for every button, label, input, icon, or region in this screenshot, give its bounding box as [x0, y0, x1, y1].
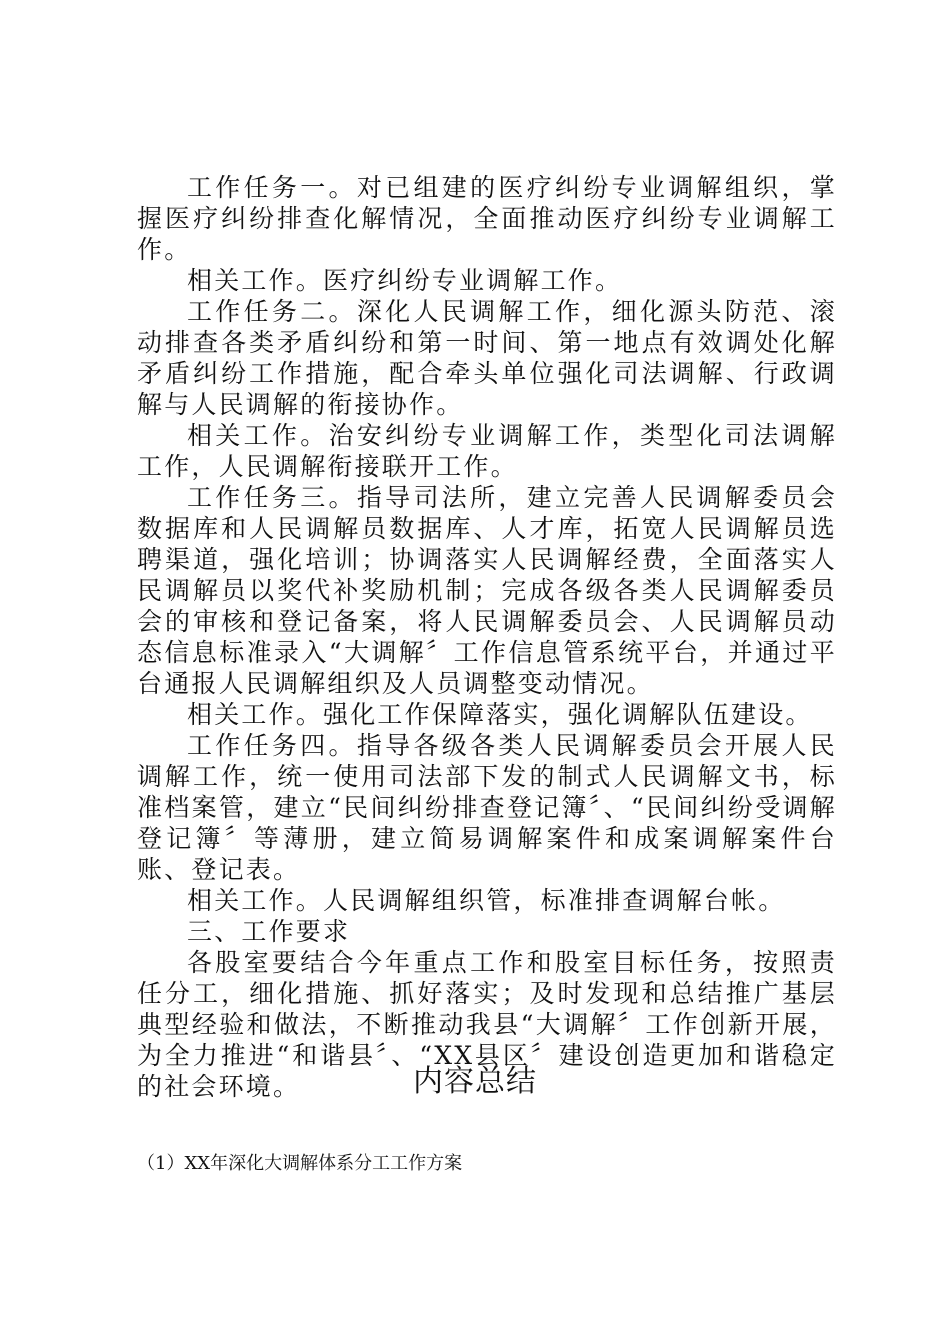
task-four-related-paragraph: 相关工作。人民调解组织管，标准排查调解台帐。 [187, 886, 786, 915]
task-one-related-paragraph: 相关工作。医疗纠纷专业调解工作。 [187, 266, 623, 295]
summary-item: （1）XX年深化大调解体系分工工作方案 [137, 1153, 463, 1174]
summary-title: 内容总结 [413, 1064, 537, 1099]
task-one-paragraph: 工作任务一。对已组建的医疗纠纷专业调解组织，掌握医疗纠纷排查化解情况，全面推动医疗纠纷专业调解工作。 [137, 173, 837, 264]
task-two-related-paragraph: 相关工作。治安纠纷专业调解工作，类型化司法调解工作，人民调解衔接联开工作。 [137, 421, 837, 481]
section-heading-requirements: 三、工作要求 [187, 917, 351, 946]
task-three-related-paragraph: 相关工作。强化工作保障落实，强化调解队伍建设。 [187, 700, 813, 729]
task-two-paragraph: 工作任务二。深化人民调解工作，细化源头防范、滚动排查各类矛盾纠纷和第一时间、第一地点有效调处化解矛盾纠纷工作措施，配合牵头单位强化司法调解、行政调解与人民调解的衔接协作。 [137, 297, 837, 419]
task-four-paragraph: 工作任务四。指导各级各类人民调解委员会开展人民调解工作，统一使用司法部下发的制式人民调解文书，标准档案管，建立“民间纠纷排查登记簿〞、“民间纠纷受调解登记簿〞等薄册，建立简易调解案件和成案调解案件台账、登记表。 [137, 731, 837, 884]
requirements-paragraph: 各股室要结合今年重点工作和股室目标任务，按照责任分工，细化措施、抓好落实；及时发现和总结推广基层典型经验和做法，不断推动我县“大调解〞工作创新开展，为全力推进“和谐县〞、“XX县区〞建设创造更加和谐稳定的社会环境。 [137, 948, 837, 1101]
document-body [137, 172, 837, 1102]
task-three-paragraph: 工作任务三。指导司法所，建立完善人民调解委员会数据库和人民调解员数据库、人才库，拓宽人民调解员选聘渠道，强化培训；协调落实人民调解经费，全面落实人民调解员以奖代补奖励机制；完成各级各类人民调解委员会的审核和登记备案，将人民调解委员会、人民调解员动态信息标准录入“大调解〞工作信息管系统平台，并通过平台通报人民调解组织及人员调整变动情况。 [137, 483, 837, 698]
